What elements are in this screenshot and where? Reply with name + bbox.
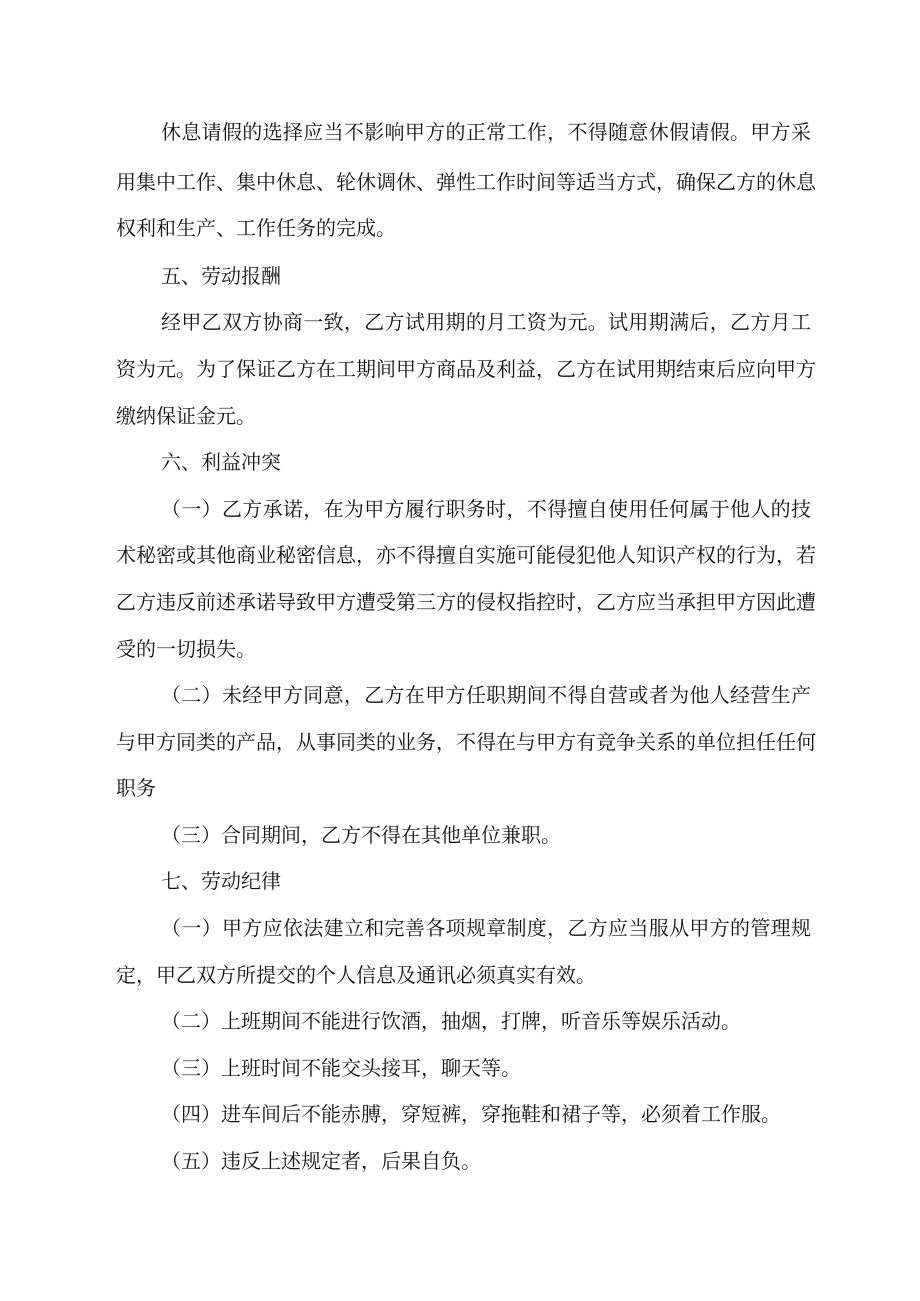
paragraph-line: 用集中工作、集中休息、轮休调休、弹性工作时间等适当方式，确保乙方的休息 (116, 170, 816, 194)
paragraph-line: （一）乙方承诺，在为甲方履行职务时，不得擅自使用任何属于他人的技 (161, 497, 811, 521)
paragraph-line: （三）上班时间不能交头接耳，聊天等。 (161, 1056, 521, 1080)
paragraph-line: 权利和生产、工作任务的完成。 (116, 216, 396, 240)
paragraph-line: 休息请假的选择应当不影响甲方的正常工作，不得随意休假请假。甲方采 (161, 120, 811, 144)
paragraph-line: （二）未经甲方同意，乙方在甲方任职期间不得自营或者为他人经营生产 (161, 683, 811, 707)
paragraph-line: 受的一切损失。 (116, 637, 256, 661)
paragraph-line: （四）进车间后不能赤膊，穿短裤，穿拖鞋和裙子等，必须着工作服。 (161, 1102, 781, 1126)
paragraph-line: 术秘密或其他商业秘密信息，亦不得擅自实施可能侵犯他人知识产权的行为，若 (116, 543, 816, 567)
paragraph-line: 乙方违反前述承诺导致甲方遭受第三方的侵权指控时，乙方应当承担甲方因此遭 (116, 590, 816, 614)
paragraph-line: （二）上班期间不能进行饮酒，抽烟，打牌，听音乐等娱乐活动。 (161, 1009, 741, 1033)
paragraph-line: 职务 (116, 776, 156, 800)
paragraph-line: 定，甲乙双方所提交的个人信息及通讯必须真实有效。 (116, 963, 596, 987)
paragraph-line: （五）违反上述规定者，后果自负。 (161, 1149, 481, 1173)
paragraph-line: 缴纳保证金元。 (116, 404, 256, 428)
section-heading: 七、劳动纪律 (161, 869, 281, 893)
paragraph-line: 资为元。为了保证乙方在工期间甲方商品及利益，乙方在试用期结束后应向甲方 (116, 357, 816, 381)
section-heading: 五、劳动报酬 (161, 264, 281, 288)
paragraph-line: 与甲方同类的产品，从事同类的业务，不得在与甲方有竞争关系的单位担任任何 (116, 730, 816, 754)
paragraph-line: （一）甲方应依法建立和完善各项规章制度，乙方应当服从甲方的管理规 (161, 916, 811, 940)
section-heading: 六、利益冲突 (161, 450, 281, 474)
paragraph-line: 经甲乙双方协商一致，乙方试用期的月工资为元。试用期满后，乙方月工 (161, 310, 811, 334)
paragraph-line: （三）合同期间，乙方不得在其他单位兼职。 (161, 823, 561, 847)
